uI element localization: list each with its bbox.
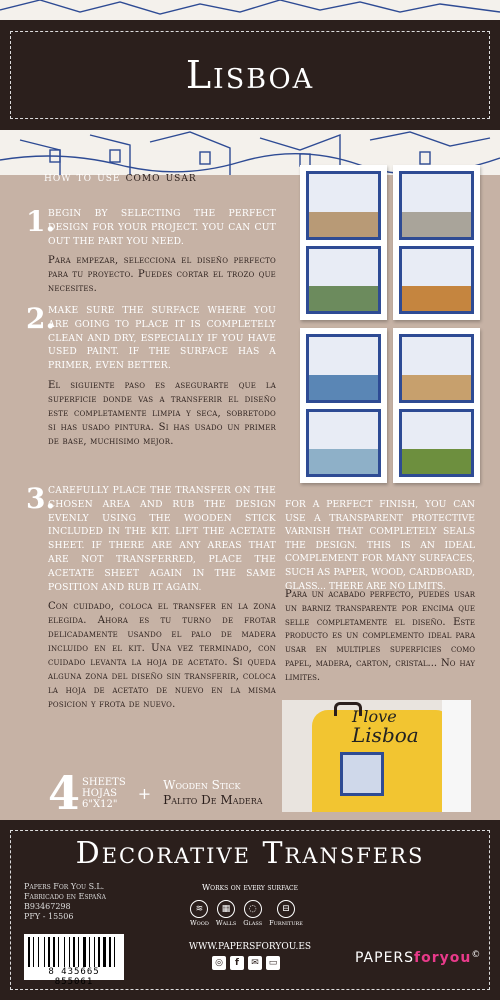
surface-wood (190, 900, 209, 927)
barcode-bar (48, 937, 50, 967)
barcode-bar (94, 937, 95, 967)
love-word: love (363, 707, 397, 726)
transfer-sheet (393, 328, 480, 483)
barcode (24, 934, 124, 987)
company-line: Papers For You S.L. (24, 882, 105, 891)
barcode-bar (46, 937, 47, 967)
furniture-icon: ⊟ (277, 900, 295, 918)
step-text-es: Para empezar, selecciona el diseño perfecto para tu proyecto. Puedes cortar el trozo que necesites. (48, 255, 276, 295)
christ-king-tile-image (399, 246, 474, 315)
barcode-bar (56, 937, 57, 967)
barcode-bar (28, 937, 30, 967)
step-3 (26, 484, 276, 712)
product-line-title: Decorative Transfers (75, 836, 425, 871)
contents-row (48, 766, 263, 820)
website-link[interactable]: WWW.PAPERSFORYOU.ES (188, 942, 312, 952)
sheets-en: SHEETS (82, 776, 126, 788)
barcode-bar (58, 937, 59, 967)
stick-es: Palito De Madera (163, 793, 263, 807)
stick-labels (163, 778, 262, 808)
sheets-es: HOJAS (82, 787, 118, 799)
glass-icon: ◌ (244, 900, 262, 918)
sheet-preview-top (300, 165, 480, 320)
barcode-bar (78, 937, 79, 967)
title-frame (10, 31, 490, 119)
sheet-preview-bottom (300, 328, 480, 483)
brand-reg: © (471, 950, 482, 960)
barcode-bar (114, 937, 115, 967)
transfer-sheet (300, 328, 387, 483)
sheet-labels (82, 777, 126, 810)
barcode-bar (38, 937, 39, 967)
square-tile-image (399, 334, 474, 403)
social-icons (212, 956, 280, 970)
sheet-size: 6"X12" (82, 798, 118, 810)
barcode-bar (87, 937, 88, 967)
company-line: Fabricado en España (24, 892, 106, 901)
bridge-tile-image (306, 334, 381, 403)
step-2 (26, 304, 276, 449)
surface-furniture (269, 900, 303, 927)
castle-tile-image (399, 409, 474, 478)
sheet-count: 4 (48, 766, 81, 820)
barcode-bar (51, 937, 52, 967)
barcode-bar (76, 937, 77, 967)
surface-label: Wood (190, 919, 209, 927)
arm-image (442, 700, 471, 812)
transferred-tile-image (340, 752, 384, 796)
barcode-bar (89, 937, 90, 967)
barcode-bar (53, 937, 55, 967)
barcode-bar (96, 937, 97, 967)
barcode-bar (44, 937, 45, 967)
walls-icon: ▦ (217, 900, 235, 918)
lisboa-word: Lisboa (352, 723, 419, 747)
barcode-bar (60, 937, 63, 967)
barcode-bar (83, 937, 86, 967)
arch-tile-image (306, 171, 381, 240)
surface-label: Glass (243, 919, 263, 927)
barcode-bar (73, 937, 75, 967)
facebook-icon[interactable]: f (230, 956, 244, 970)
step-text-en: MAKE SURE THE SURFACE WHERE YOU ARE GOING TO PLACE IT IS COMPLETELY CLEAN AND DRY, ESPECIALLY IF YOU HAVE USED PAINT. IF THE SURFACE HAS A PRIMER, EVEN BETTER. (48, 305, 276, 372)
company-line: PFY - 15506 (24, 912, 74, 921)
howto-en: how to use (44, 170, 121, 185)
step-text-en: CAREFULLY PLACE THE TRANSFER ON THE CHOSEN AREA AND RUB THE DESIGN EVENLY USING THE WOODEN STICK INCLUDED IN THE KIT. LIFT THE ACETATE SHEET. IF THERE ARE ANY AREAS THAT ARE NOT TRANSFERRED, PLACE THE ACETATE SHEET AGAIN IN THE SAME POSITION AND RUB IT AGAIN. (48, 485, 276, 593)
brand-logo (355, 950, 481, 966)
surface-glass (243, 900, 262, 927)
barcode-bar (107, 937, 108, 967)
barcode-number: 8 435665 855061 (48, 967, 100, 987)
wood-icon: ≋ (190, 900, 208, 918)
tile-illustration-band (0, 0, 500, 175)
email-icon[interactable]: ✉ (248, 956, 262, 970)
step-text-es: Con cuidado, coloca el transfer en la zona elegida. Ahora es tu turno de frotar delicadamente usando el palo de madera incluido en el kit. Una vez terminado, con cuidado levanta la hoja de acetato. Si queda alguna zona del diseño sin transferir, coloca la hoja de acetato de nuevo en la misma posicion y frota de nuevo. (48, 601, 276, 711)
tower-tile-image (306, 246, 381, 315)
stick-en: Wooden Stick (163, 778, 241, 792)
surface-walls (216, 900, 236, 927)
barcode-bar (80, 937, 82, 967)
step-number: 1. (26, 205, 56, 238)
step-text-en: BEGIN BY SELECTING THE PERFECT DESIGN FOR YOUR PROJECT. YOU CAN CUT OUT THE PART YOU NEED. (48, 208, 276, 247)
barcode-bar (112, 937, 113, 967)
surface-label: Walls (215, 919, 237, 927)
barcode-bar (64, 937, 65, 967)
instagram-icon[interactable]: ◎ (212, 956, 226, 970)
title-banner (0, 20, 500, 130)
barcode-bar (40, 937, 43, 967)
brand-for: for (414, 950, 440, 966)
step-text-es: El siguiente paso es asegurarte que la superficie donde vas a transferir el diseño este completamente limpia y seca, sobretodo si has usado pintura. Si has usado un primer de base, muchisimo mejor. (48, 379, 276, 447)
brand-you: you (439, 950, 472, 966)
barcode-bar (31, 937, 32, 967)
surface-icons (190, 900, 303, 927)
howto-es: como usar (125, 170, 197, 185)
barcode-bar (116, 937, 118, 967)
barcode-bar (69, 937, 70, 967)
transfer-sheet (300, 165, 387, 320)
surface-label: Furniture (269, 919, 303, 927)
step-1 (26, 207, 276, 296)
barcode-bar (91, 937, 93, 967)
page-title: Lisboa (185, 53, 315, 97)
works-label: Works on every surface (201, 883, 299, 892)
finish-text-es: Para un acabado perfecto, puedes usar un barniz transparente por encima que selle completamente el diseño. Este producto es un complemento ideal para usar en multiples superficies como papel, madera, carton, cristal... No hay limites. (285, 589, 475, 683)
monument-tile-image (399, 171, 474, 240)
plus-sign: + (137, 783, 152, 803)
barcode-bar (66, 937, 68, 967)
barcode-bars (28, 937, 120, 967)
barcode-bar (35, 937, 37, 967)
barcode-bar (98, 937, 100, 967)
love-lisboa-lettering: I love Lisboa (352, 707, 419, 747)
brand-papers: PAPERS (355, 950, 415, 966)
step-number: 2. (26, 302, 56, 335)
company-info (24, 882, 106, 922)
barcode-bar (103, 937, 106, 967)
howto-heading (44, 170, 197, 185)
barcode-bar (109, 937, 111, 967)
barcode-bar (101, 937, 102, 967)
column-tile-image (306, 409, 381, 478)
suitcase-photo (282, 700, 471, 812)
company-line: B93467298 (24, 902, 71, 911)
barcode-bar (71, 937, 72, 967)
barcode-bar (33, 937, 34, 967)
step-number: 3. (26, 482, 56, 515)
transfer-sheet (393, 165, 480, 320)
finish-text-en: FOR A PERFECT FINISH, YOU CAN USE A TRANSPARENT PROTECTIVE VARNISH THAT COMPLETELY SEALS THE DESIGN. THIS IS AN IDEAL COMPLEMENT FOR MANY SURFACES, SUCH AS PAPER, WOOD, CARDBOARD, GLASS... THERE ARE NO LIMITS. (285, 499, 475, 592)
chat-icon[interactable]: ▭ (266, 956, 280, 970)
